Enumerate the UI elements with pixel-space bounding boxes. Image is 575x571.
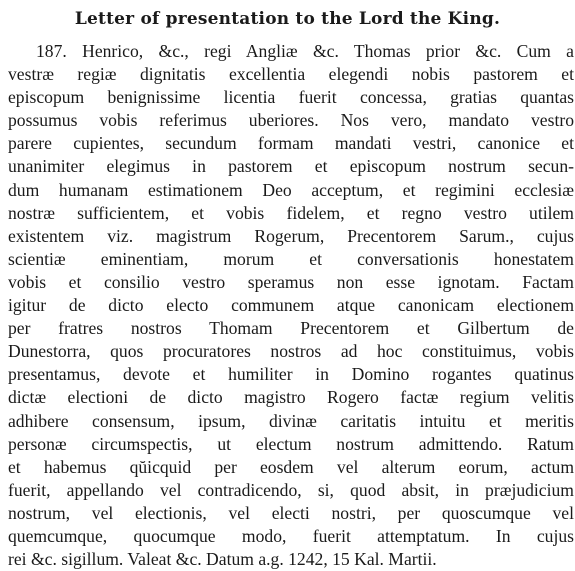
text-line: rei &c. sigillum. Valeat &c. Datum a.g. 1242, 15 Kal. Martii. xyxy=(8,549,437,570)
text-line: dum humanam estimationem Deo acceptum, et regimini ecclesiæ xyxy=(8,179,574,200)
text-line: igitur de dicto electo communem atque canonicam electionem xyxy=(8,295,574,316)
letter-body xyxy=(8,40,574,571)
text-line: unanimiter elegimus in pastorem et episcopum nostrum secun- xyxy=(8,156,574,177)
text-line: adhibere consensum, ipsum, divinæ caritatis intuitu et meritis xyxy=(8,410,574,431)
text-line: vestræ regiæ dignitatis excellentia elegendi nobis pastorem et xyxy=(8,64,574,85)
text-line: personæ circumspectis, ut electum nostrum admittendo. Ratum xyxy=(8,433,574,454)
text-line: episcopum benignissime licentia fuerit concessa, gratias quantas xyxy=(8,87,574,108)
section-heading: Letter of presentation to the Lord the King. xyxy=(74,9,501,29)
text-line: et habemus qŭicquid per eosdem vel alterum eorum, actum xyxy=(8,456,574,477)
text-line: parere cupientes, secundum formam mandati vestri, canonice et xyxy=(8,133,574,154)
text-line: 187. Henrico, &c., regi Angliæ &c. Thomas prior &c. Cum a xyxy=(36,41,574,61)
text-line: dictæ electioni de dicto magistro Rogero factæ regium velitis xyxy=(8,387,574,408)
text-line: Dunestorra, quos procuratores nostros ad hoc constituimus, vobis xyxy=(8,341,574,362)
text-line: fuerit, appellando vel contradicendo, si, quod absit, in præjudicium xyxy=(8,479,574,500)
text-line: quemcumque, quocumque modo, fuerit attemptatum. In cujus xyxy=(8,525,574,546)
text-line: per fratres nostros Thomam Precentorem et Gilbertum de xyxy=(8,318,574,339)
text-line: possumus vobis referimus uberiores. Nos vero, mandato vestro xyxy=(8,110,574,131)
text-line: nostræ sufficientem, et vobis fidelem, et regno vestro utilem xyxy=(8,202,574,223)
text-line: scientiæ eminentiam, morum et conversationis honestatem xyxy=(8,248,574,269)
text-line: existentem viz. magistrum Rogerum, Precentorem Sarum., cujus xyxy=(8,225,574,246)
text-line: vobis et consilio vestro speramus non esse ignotam. Factam xyxy=(8,271,574,292)
text-line: presentamus, devote et humiliter in Domino rogantes quatinus xyxy=(8,364,574,385)
text-line: nostrum, vel electionis, vel electi nostri, per quoscumque vel xyxy=(8,502,574,523)
